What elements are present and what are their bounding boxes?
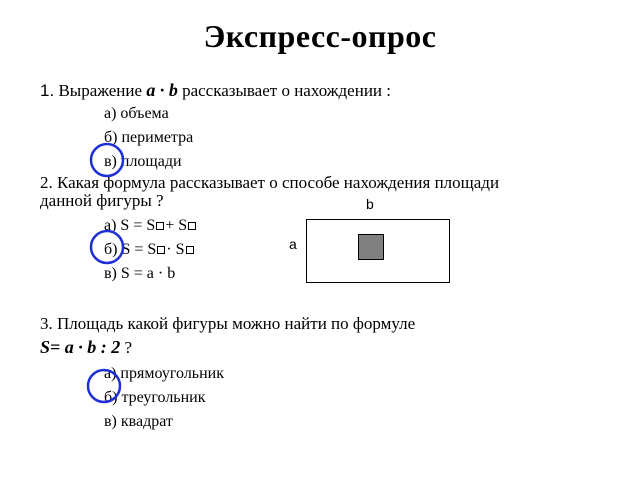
q2-option-b[interactable] <box>104 240 195 260</box>
q2-option-c[interactable]: в) S = a · b <box>104 265 176 282</box>
square-symbol-icon <box>186 246 194 254</box>
q3-option-a[interactable]: а) прямоугольник <box>104 365 224 382</box>
square-symbol-icon <box>157 246 165 254</box>
question-3-line-1: 3. Площадь какой фигуры можно найти по формуле <box>40 314 416 333</box>
question-3-formula-line <box>40 337 132 358</box>
q1-option-c[interactable]: в) площади <box>104 153 182 170</box>
figure-label-b: b <box>366 196 374 212</box>
question-2-line-1: 2. Какая формула рассказывает о способе нахождения площади <box>40 173 500 192</box>
question-1-text-after: рассказывает о нахождении : <box>177 81 391 100</box>
figure-label-a: a <box>289 236 297 252</box>
question-3-formula: S= a · b : 2 <box>40 337 121 357</box>
question-1 <box>40 80 391 101</box>
question-3-formula-suffix: ? <box>120 338 133 357</box>
square-symbol-icon <box>156 222 164 230</box>
q2-option-b-prefix: б) S = S <box>104 241 157 258</box>
q1-option-a[interactable]: а) объема <box>104 105 169 122</box>
figure-inner-square <box>358 234 384 260</box>
question-1-number: 1. <box>40 81 55 100</box>
q2-option-a-prefix: а) S = S <box>104 217 156 234</box>
question-1-text-before: Выражение <box>54 81 147 100</box>
q2-option-a-mid: + S <box>165 217 188 234</box>
page-title: Экспресс-опрос <box>203 18 437 54</box>
q2-option-a[interactable] <box>104 216 197 236</box>
q3-option-b[interactable]: б) треугольник <box>104 389 206 406</box>
q2-option-b-mid: · S <box>166 241 185 258</box>
square-symbol-icon <box>188 222 196 230</box>
q3-option-c[interactable]: в) квадрат <box>104 413 173 430</box>
question-2-line-2: данной фигуры ? <box>40 191 164 210</box>
q1-option-b[interactable]: б) периметра <box>104 129 194 146</box>
question-1-expression: a · b <box>146 80 178 100</box>
